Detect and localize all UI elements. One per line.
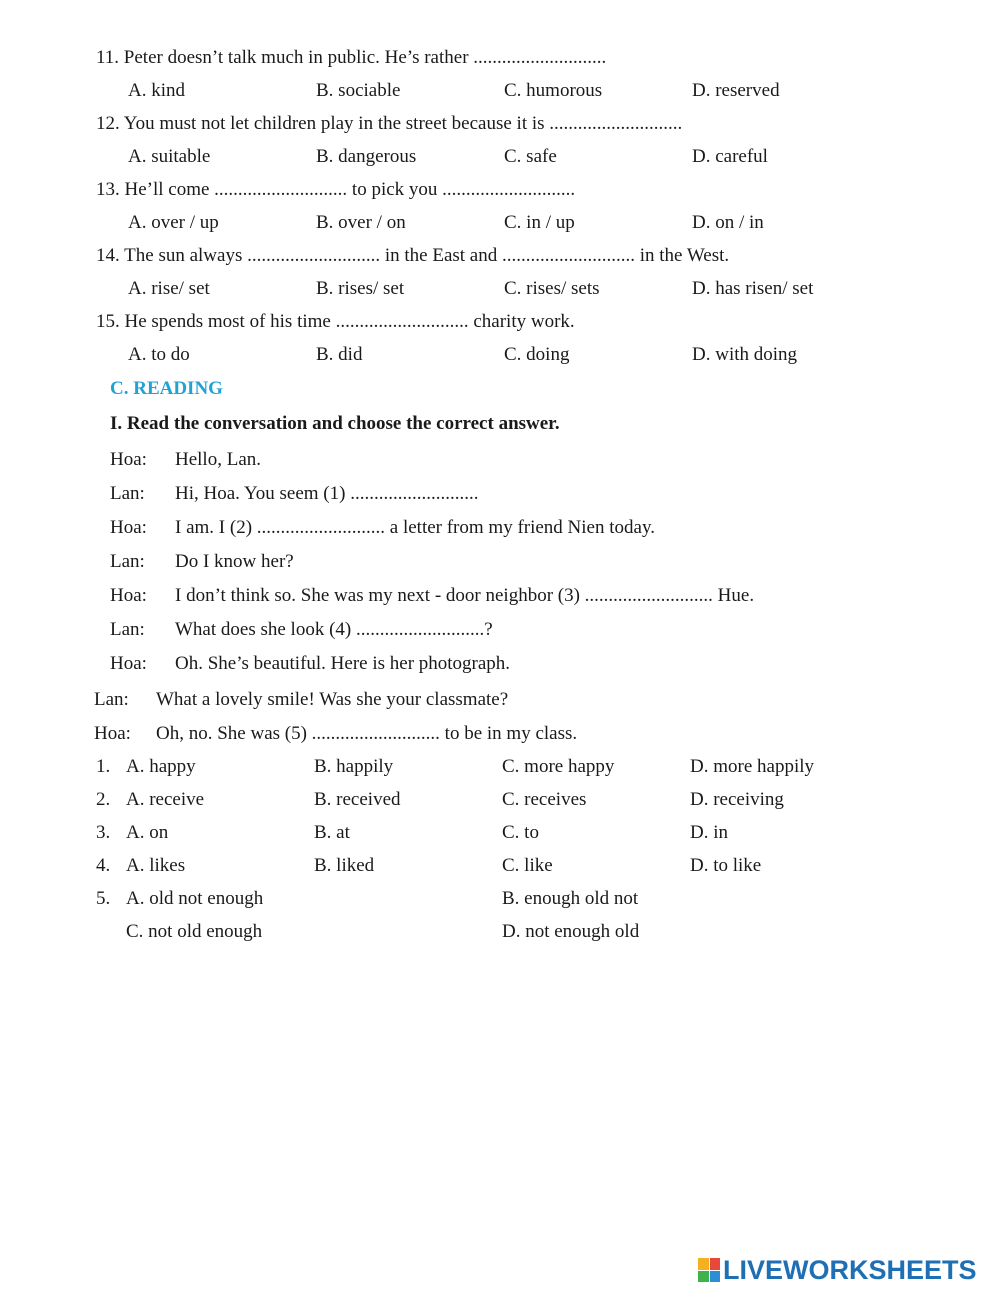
- liveworksheets-logo-text: LIVEWORKSHEETS: [723, 1254, 977, 1285]
- answer-5-option-a[interactable]: A. old not enough: [126, 888, 264, 909]
- dialogue-line: [110, 516, 655, 540]
- dialogue-line: [110, 550, 294, 574]
- question-15-option-c[interactable]: C. doing: [504, 344, 570, 365]
- dialogue-text: Hi, Hoa. You seem (1) ...........................: [175, 483, 479, 504]
- question-11-option-b[interactable]: B. sociable: [316, 80, 401, 101]
- question-13-option-d[interactable]: D. on / in: [692, 212, 764, 233]
- answer-2-option-b[interactable]: B. received: [314, 789, 401, 810]
- dialogue-speaker: Hoa:: [110, 653, 147, 674]
- question-13-stem: 13. He’ll come ............................ to pick you ............................: [96, 179, 576, 200]
- question-14-option-b[interactable]: B. rises/ set: [316, 278, 405, 299]
- question-11-option-a[interactable]: A. kind: [128, 80, 185, 101]
- question-15-stem: 15. He spends most of his time ............................ charity work.: [96, 311, 575, 332]
- answer-3-number: 3.: [96, 822, 111, 843]
- question-13-option-b[interactable]: B. over / on: [316, 212, 406, 233]
- question-14-option-d[interactable]: D. has risen/ set: [692, 278, 814, 299]
- question-11-option-c[interactable]: C. humorous: [504, 80, 603, 101]
- answer-3-option-a[interactable]: A. on: [126, 822, 169, 843]
- answer-3-option-c[interactable]: C. to: [502, 822, 539, 843]
- answer-1-option-d[interactable]: D. more happily: [690, 756, 815, 777]
- answer-4-option-b[interactable]: B. liked: [314, 855, 375, 876]
- question-14-option-a[interactable]: A. rise/ set: [128, 278, 210, 299]
- question-13-option-a[interactable]: A. over / up: [128, 212, 219, 233]
- answer-1-option-c[interactable]: C. more happy: [502, 756, 615, 777]
- answer-5-number: 5.: [96, 888, 111, 909]
- answer-2-option-a[interactable]: A. receive: [126, 789, 205, 810]
- question-15-option-d[interactable]: D. with doing: [692, 344, 798, 365]
- question-11-stem: 11. Peter doesn’t talk much in public. He’s rather ............................: [96, 47, 607, 68]
- answer-2-option-d[interactable]: D. receiving: [690, 789, 784, 810]
- question-14-option-c[interactable]: C. rises/ sets: [504, 278, 600, 299]
- liveworksheets-logo-icon: [698, 1258, 720, 1282]
- answer-4-option-c[interactable]: C. like: [502, 855, 553, 876]
- dialogue-line: [110, 652, 510, 676]
- dialogue-text: Hello, Lan.: [175, 449, 262, 470]
- question-12-option-a[interactable]: A. suitable: [128, 146, 211, 167]
- answer-1-number: 1.: [96, 756, 111, 777]
- reading-instruction: I. Read the conversation and choose the correct answer.: [110, 413, 560, 434]
- answer-4-option-a[interactable]: A. likes: [126, 855, 186, 876]
- answer-4-number: 4.: [96, 855, 111, 876]
- answer-3-option-b[interactable]: B. at: [314, 822, 350, 843]
- dialogue-speaker: Lan:: [94, 689, 129, 710]
- liveworksheets-logo: [698, 1255, 977, 1285]
- answer-5-option-c[interactable]: C. not old enough: [126, 921, 263, 942]
- dialogue-text: What a lovely smile! Was she your classmate?: [156, 689, 509, 710]
- dialogue-speaker: Lan:: [110, 483, 145, 504]
- dialogue-line: [110, 618, 493, 642]
- dialogue-speaker: Lan:: [110, 551, 145, 572]
- answer-1-option-b[interactable]: B. happily: [314, 756, 394, 777]
- dialogue-line: [94, 688, 508, 712]
- dialogue-line: [110, 584, 754, 608]
- dialogue-text: Oh, no. She was (5) ........................... to be in my class.: [156, 723, 578, 744]
- dialogue-line: [110, 482, 478, 506]
- question-12-stem: 12. You must not let children play in the street because it is ............................: [96, 113, 683, 134]
- answer-5-option-d[interactable]: D. not enough old: [502, 921, 640, 942]
- dialogue-text: Oh. She’s beautiful. Here is her photograph.: [175, 653, 511, 674]
- dialogue-line: [110, 448, 261, 472]
- dialogue-speaker: Hoa:: [110, 517, 147, 538]
- dialogue-speaker: Hoa:: [94, 723, 131, 744]
- answer-3-option-d[interactable]: D. in: [690, 822, 728, 843]
- answer-5-option-b[interactable]: B. enough old not: [502, 888, 639, 909]
- question-12-option-d[interactable]: D. careful: [692, 146, 768, 167]
- dialogue-text: I am. I (2) ........................... a letter from my friend Nien today.: [175, 517, 655, 538]
- answer-1-option-a[interactable]: A. happy: [126, 756, 196, 777]
- question-15-option-b[interactable]: B. did: [316, 344, 363, 365]
- question-11-option-d[interactable]: D. reserved: [692, 80, 780, 101]
- dialogue-speaker: Lan:: [110, 619, 145, 640]
- answer-4-option-d[interactable]: D. to like: [690, 855, 762, 876]
- dialogue-text: I don’t think so. She was my next - door neighbor (3) ........................... Hue.: [175, 585, 755, 606]
- answer-2-number: 2.: [96, 789, 111, 810]
- question-14-stem: 14. The sun always ............................ in the East and ............................ in the West.: [96, 245, 730, 266]
- question-12-option-c[interactable]: C. safe: [504, 146, 557, 167]
- answer-2-option-c[interactable]: C. receives: [502, 789, 587, 810]
- dialogue-speaker: Hoa:: [110, 585, 147, 606]
- dialogue-text: Do I know her?: [175, 551, 294, 572]
- question-13-option-c[interactable]: C. in / up: [504, 212, 575, 233]
- question-12-option-b[interactable]: B. dangerous: [316, 146, 417, 167]
- dialogue-speaker: Hoa:: [110, 449, 147, 470]
- section-title-reading: C. READING: [110, 378, 223, 399]
- dialogue-text: What does she look (4) ...........................?: [175, 619, 493, 640]
- question-15-option-a[interactable]: A. to do: [128, 344, 190, 365]
- dialogue-line: [94, 722, 577, 746]
